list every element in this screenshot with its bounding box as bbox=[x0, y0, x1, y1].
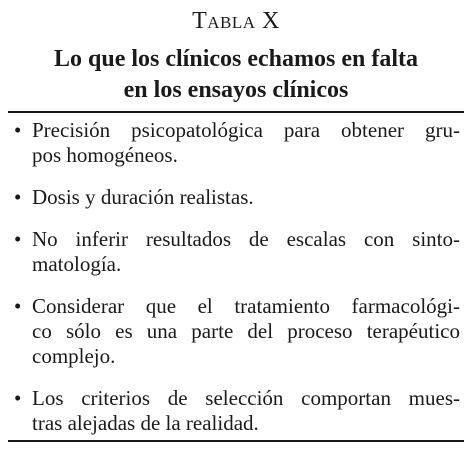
list-item-line: tras alejadas de la realidad. bbox=[32, 411, 259, 435]
list-item bbox=[12, 294, 460, 369]
list-item-line: Precisión psicopatológica para obtener gru- bbox=[32, 118, 460, 142]
list-item bbox=[12, 118, 460, 168]
list-item-line: Dosis y duración realistas. bbox=[32, 185, 254, 209]
list-item bbox=[12, 386, 460, 436]
list-item bbox=[12, 185, 460, 210]
list-item-line: complejo. bbox=[32, 344, 116, 368]
table-title bbox=[0, 44, 472, 106]
list-item bbox=[12, 227, 460, 277]
bullet-icon: • bbox=[14, 118, 22, 142]
bullet-list bbox=[12, 118, 460, 453]
list-item-line: Considerar que el tratamiento farmacológi- bbox=[32, 294, 460, 318]
table-label: Tabla X bbox=[192, 8, 280, 34]
bullet-icon: • bbox=[14, 227, 22, 251]
bullet-icon: • bbox=[14, 185, 22, 209]
bottom-rule bbox=[8, 440, 464, 442]
list-item-line: co sólo es una parte del proceso terapéutico bbox=[32, 319, 460, 343]
list-item-line: pos homogéneos. bbox=[32, 143, 178, 167]
bullet-icon: • bbox=[14, 294, 22, 318]
top-rule bbox=[8, 111, 464, 113]
list-item-line: No inferir resultados de escalas con sinto- bbox=[32, 227, 460, 251]
list-item-line: Los criterios de selección comportan mues- bbox=[32, 386, 460, 410]
table-title-line: Lo que los clínicos echamos en falta bbox=[54, 46, 418, 72]
bullet-icon: • bbox=[14, 386, 22, 410]
list-item-line: matología. bbox=[32, 252, 122, 276]
table-title-line: en los ensayos clínicos bbox=[123, 77, 349, 103]
